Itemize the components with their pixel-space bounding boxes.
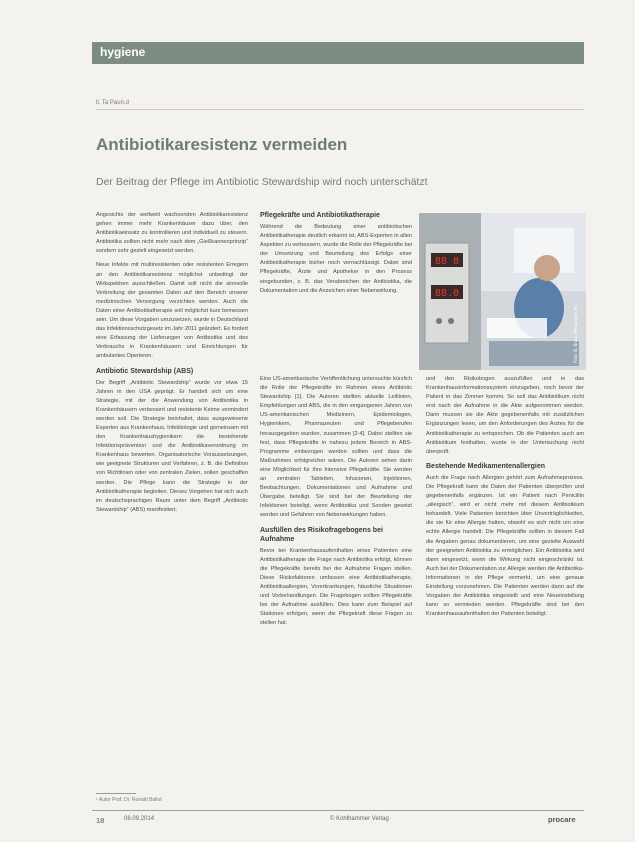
- text-column-1: [96, 211, 248, 520]
- photo-credit: Foto: B. Braun Melsungen AG: [573, 304, 578, 363]
- device-display-bottom: 88.0: [435, 288, 460, 299]
- article-subtitle: Der Beitrag der Pflege im Antibiotic Stewardship wird noch unterschätzt: [96, 176, 428, 188]
- paragraph: Während die Bedeutung einer antibiotischen Antibiotikatherapie deutlich erkannt ist, ABS-Experten in allen Aspekten zu verbessern, wurde die Rolle der Pflegekräfte bei der Umsetzung und Beurteilung des Erfolgs einer Antibiotikatherapie bisher noch vernachlässigt. Dabei sind Pflegekräfte, Ärzte und Apotheker in den Prozess eingebunden, z. B. das Verabreichen der Antibiotika, die Dokumentation und die Anzeichen einer Nebenwirkung.: [260, 224, 412, 294]
- section-heading: Antibiotic Stewardship (ABS): [96, 367, 194, 375]
- paragraph: Auch die Frage nach Allergien gehört zum Aufnahmeprozess. Die Pflegekraft kann die Daten der Patienten überprüfen und gegebenenfalls ergänzen. Ist ein Patient nach Penicillin „allergisch“, wird er nicht mehr mit diesem Antibiotikum behandelt. Viele Patienten berichten über Unverträglichkeiten, die sie für eine Allergie halten, obwohl es sich nicht um eine echte Allergie handelt. Die Pflegekräfte sollten in diesem Fall die Angaben genau dokumentieren, um eine gezielte Auswahl der geeigneten Antibiotika zu ermöglichen. Ein Antibiotika wird dann eingesetzt, wenn die Wirkung nicht eingeschränkt ist. Auch bei der Dokumentation zur Allergie werden die Antibiotika-Informationen in der Pflege vermerkt, um eine genaue Einstellung vorzunehmen. Die Patienten werden dann auf die Vorgaben der Antibiotika eingestellt und eine Neueinstellung kann so vermieden werden. Pflegekräfte sind bei den Krankenhausaufenthalten der Patienten beteiligt.: [426, 474, 584, 618]
- section-heading: Bestehende Medikamentenallergien: [426, 462, 546, 470]
- footnote: ¹ Autor Prof. Dr. Ronald Ballot: [96, 797, 162, 803]
- text-column-3: [426, 375, 584, 624]
- paragraph: Der Begriff „Antibiotic Stewardship“ wurde vor etwa 15 Jahren in den USA geprägt. Er handelt sich um eine Strategie, mit der die Anwendung von Antibiotika in Krankenhäusern verbessert und resistente Keime vermindert werden soll. Die Strategie beinhaltet, dass ausgewiesene Experten aus Krankenhaus, Infektiologie und gemeinsam mit den Krankenhaushygienikern die bestehende Infektionsprävention und die Antibiotikaverordnung im Krankenhaus bewerten. Organisatorische Voraussetzungen, wie geeignete Strukturen und Verfahren, z. B. die Definition von Richtlinien oder von zentralen Zielen, sollen geschaffen werden. Die Pflege kann die Strategie in der Antibiotikatherapie begleiten. Dieses Vorgehen hat sich auch im deutschsprachigen Raum unter dem Begriff „Antibiotic Stewardship“ (ABS) manifestiert.: [96, 379, 248, 513]
- paragraph: und den Risikobogen auszufüllen und in das Krankenhausinformationssystem einzugeben, noch bevor der Patient in das Zimmer kommt. So soll das Antibiotikum nicht erst nach der Aufnahme in die Akte aufgenommen werden. Dann mussen sie die Akte gegebenenfalls mit zusätzlichen Ergänzungen lesen, um den Anforderungen des Arztes für die Antibiotikatherapie zu entsprechen. Ob die Patienten auch am Antibiotikum festhalten, wurde in der Untersuchung nicht überprüft.: [426, 376, 584, 455]
- paragraph: Eine US-amerikanische Veröffentlichung untersuchte kürzlich die Rolle der Pflegekräfte im Rahmen eines Antibiotic Stewardship [1]. Die Autoren stellten aktuelle Leitlinien, Empfehlungen und ABS, die in den vergangenen Jahren von US-amerikanischen Medizinern, Epidemiologen, Hygienikern, Pharmazeuten und Pflegeberufen herausgegeben wurden, zusammen [2-4]. Dabei stellten sie fest, dass Pflegekräfte in nahezu jedem Bereich in ABS-Programme einbezogen werden sollten und dass die Maßnahmen erfolgreicher wären. Die Autoren sehen darin eine Möglichkeit für ihre Intensive Pflegekräfte. Sie werden an zentralen Tabletten, Infusionen, Injektionen, Beobachtungen, Dokumentationen und Aufnahme und Übergabe beteiligt. Sie sind bei der Beurteilung der Infektionen beteiligt, wenn Antibiotika und Sonden gesetzt werden und Gefahren von Nebenwirkungen haben.: [260, 376, 412, 519]
- text-column-2-top: [260, 211, 412, 301]
- byline-divider: [96, 109, 584, 110]
- article-photo: [419, 213, 586, 370]
- paragraph: Bevor bei Krankenhausaufenthalten eines Patienten eine Antibiotikatherapie die Frage nach Antibiotika erfolgt, können die Pflegekräfte bereits bei der Aufnahme Fragen stellen. Diese Risikofaktoren umfassen eine Antibiotikatherapie, Antibiotikaallergien, Vorerkrankungen, häusliche Situationen und Vorbehandlungen. Die Fragebogen sollten Pflegekräfte bei der Aufnahme ausfüllen. Dies kann zum Beispiel auf Stationen erfolgen, wenn die Pflegekraft diese Fragen zu stellen hat.: [260, 547, 412, 627]
- paragraph: Angesichts der weltweit wachsenden Antibiotikaresistenz gehen immer mehr Krankenhäuser dazu über, den Antibiotikaeinsatz zu kontrollieren und individuell zu steuern. Antibiotika sollten nicht mehr nach dem „Gießkannenprinzip“ sondern sehr gezielt eingesetzt werden.: [96, 212, 248, 255]
- section-heading: Ausfüllen des Risikofragebogens bei Aufnahme: [260, 526, 383, 543]
- device-display-top: 88 8: [435, 256, 460, 267]
- paragraph: Neue Infekte mit multiresistenten oder resistenten Erregern an den Antibiotikaresistenz möglichst unbedingt der Wirkspektren ausschließen. Damit soll nicht die sinnvolle Verbreitung der gesamten Daten auf den Bereich unserer medizinischen Versorgung verzichten werden. Auch die Daten einer Antibiotikatherapie soll möglichst kurz bemessen sein. Um diese Vorgaben umzusetzen, wurde in Deutschland das Infektionsschutzgesetz im Jahr 2011 geändert. Es fordert eine Erfassung der Lieferungen von Antibiotika und des Verbrauchs in Krankenhäusern und Einrichtungen für ambulantes Operieren.: [96, 262, 248, 360]
- issue-date: 06.09.2014: [124, 816, 155, 822]
- section-title: hygiene: [100, 45, 146, 59]
- section-banner: [92, 42, 584, 64]
- text-column-2-bottom: [260, 375, 412, 633]
- section-heading: Pflegekräfte und Antibiotikatherapie: [260, 212, 380, 219]
- article-title: Antibiotikaresistenz vermeiden: [96, 135, 348, 154]
- footer-divider: [92, 810, 584, 811]
- author-byline: ll. Ta Paun.d: [96, 100, 129, 106]
- publisher-name: © Kohlhammer Verlag: [330, 816, 389, 822]
- page-number: 18: [96, 816, 105, 825]
- photo-image: [419, 213, 586, 370]
- magazine-brand: procare: [548, 815, 576, 824]
- footnote-divider: [96, 793, 136, 794]
